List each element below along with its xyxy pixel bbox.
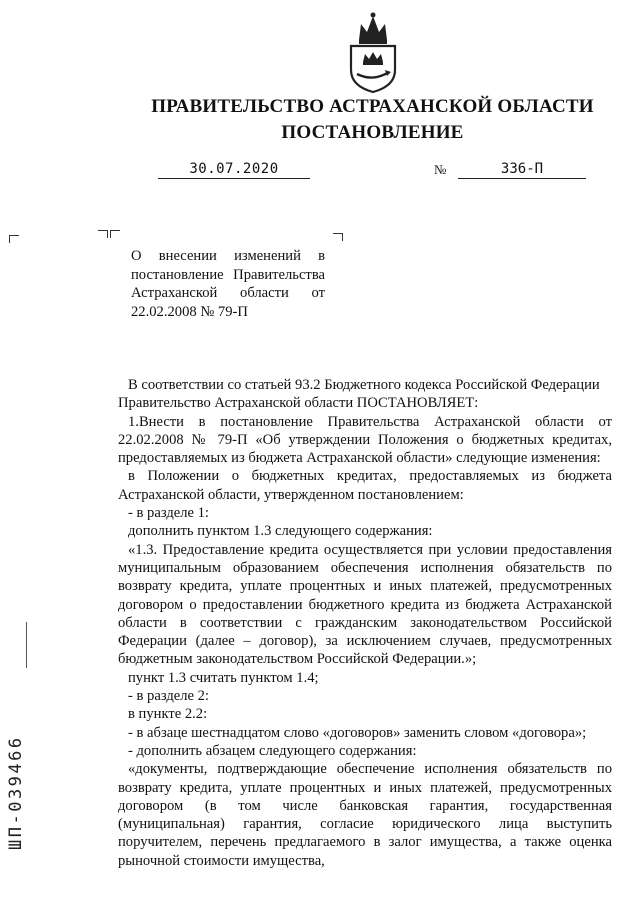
- body-paragraph-section-2: - в разделе 2:: [128, 688, 209, 705]
- document-body: [118, 376, 612, 870]
- number-sign: №: [434, 162, 447, 177]
- body-paragraph-resolves: Правительство Астраханской области ПОСТАНОВЛЯЕТ:: [118, 395, 479, 412]
- serial-stamp-text: ШП-039466: [6, 735, 26, 850]
- body-paragraph-item-1: 1.Внести в постановление Правительства Астраханской области от 22.02.2008 № 79-П «Об утверждении Положения о бюджетных кредитах, предоставляемых из бюджета Астраханской области» следующие изменения:: [118, 413, 612, 467]
- document-type-title: ПОСТАНОВЛЕНИЕ: [281, 122, 464, 143]
- document-date-field: [158, 160, 310, 179]
- document-subject: О внесении изменений в постановление Правительства Астраханской области от 22.02.2008 № 79-П: [131, 248, 325, 320]
- body-paragraph-point-2-2: в пункте 2.2:: [128, 706, 208, 723]
- corner-mark-subject-left-a: [98, 230, 108, 238]
- corner-mark-subject-left-b: [110, 230, 120, 238]
- serial-stamp: [6, 700, 26, 850]
- document-number: 336-П: [500, 161, 544, 177]
- margin-line: [26, 622, 27, 668]
- body-paragraph-section-1: - в разделе 1:: [128, 505, 209, 522]
- corner-mark-left: [9, 235, 19, 243]
- document-number-field: [458, 160, 586, 179]
- body-paragraph-word-replace: - в абзаце шестнадцатом слово «договоров» заменить словом «договора»;: [128, 724, 587, 741]
- body-paragraph-basis: В соответствии со статьей 93.2 Бюджетного кодекса Российской Федерации: [128, 377, 600, 393]
- coat-of-arms-emblem: [345, 10, 401, 94]
- body-paragraph-regulation: в Положении о бюджетных кредитах, предоставляемых из бюджета Астраханской области, утвержденном постановлением:: [118, 468, 612, 503]
- body-paragraph-add-abzac: - дополнить абзацем следующего содержания:: [128, 742, 417, 759]
- document-date: 30.07.2020: [189, 161, 279, 177]
- body-paragraph-renumber: пункт 1.3 считать пунктом 1.4;: [128, 669, 319, 686]
- organization-title: ПРАВИТЕЛЬСТВО АСТРАХАНСКОЙ ОБЛАСТИ: [151, 96, 594, 117]
- corner-mark-subject-right: [333, 233, 343, 241]
- body-paragraph-quote-1-3: «1.3. Предоставление кредита осуществляется при условии предоставления муниципальным образованием обеспечения исполнения обязательств по возврату кредита, уплате процентных и иных платежей, предусмотренных договором о предоставлении бюджетного кредита из бюджета Астраханской области в соответствии с гражданским законодательством Российской Федерации (далее – договор), за исключением случаев, предусмотренных бюджетным законодательством Российской Федерации.»;: [118, 541, 612, 668]
- astrakhan-coat-of-arms-icon: [345, 10, 401, 94]
- body-paragraph-documents-quote: «документы, подтверждающие обеспечение исполнения обязательств по возврату кредита, уплате процентных и иных платежей, предусмотренных договором (в том числе банковская гарантия, государственная (муниципальная) гарантия, согласие юридического лица выступить поручителем, перечень предлагаемого в залог имущества, а также оценка рыночной стоимости имущества,: [118, 761, 612, 869]
- body-paragraph-add-1-3: дополнить пунктом 1.3 следующего содержания:: [128, 523, 433, 540]
